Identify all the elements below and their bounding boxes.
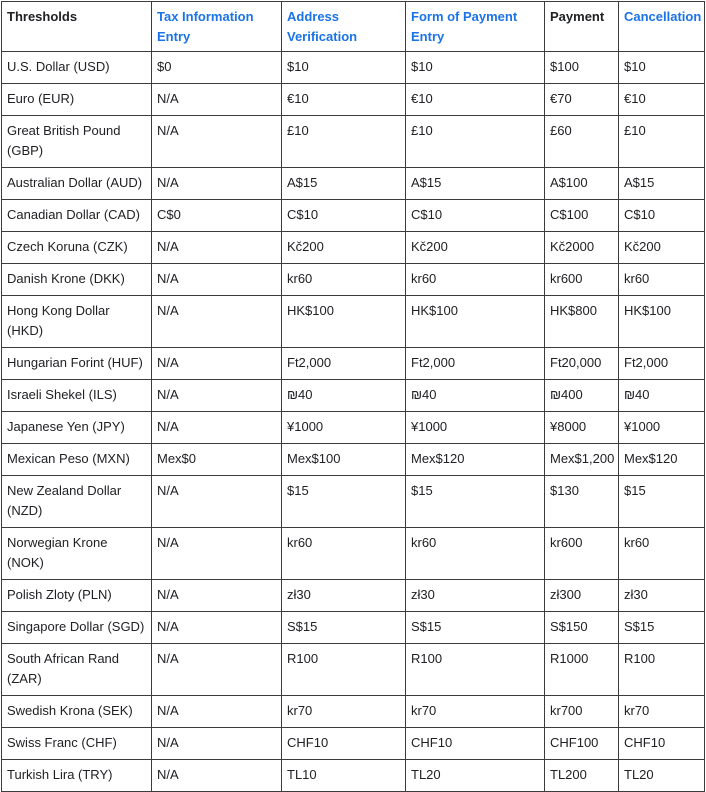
cell-form-of-payment-entry: C$10 bbox=[406, 200, 545, 232]
cell-tax-information-entry: N/A bbox=[152, 84, 282, 116]
cell-cancellation: ₪40 bbox=[619, 380, 705, 412]
cell-cancellation: kr60 bbox=[619, 528, 705, 580]
cell-address-verification: Ft2,000 bbox=[282, 348, 406, 380]
cell-cancellation: HK$100 bbox=[619, 296, 705, 348]
cell-form-of-payment-entry: kr70 bbox=[406, 696, 545, 728]
cell-payment: Mex$1,200 bbox=[545, 444, 619, 476]
cell-cancellation: Kč200 bbox=[619, 232, 705, 264]
cell-tax-information-entry: N/A bbox=[152, 116, 282, 168]
cell-address-verification: CHF10 bbox=[282, 728, 406, 760]
cell-cancellation: C$10 bbox=[619, 200, 705, 232]
cell-address-verification: HK$100 bbox=[282, 296, 406, 348]
table-row bbox=[2, 760, 705, 792]
cell-cancellation: A$15 bbox=[619, 168, 705, 200]
cell-payment: kr600 bbox=[545, 528, 619, 580]
cell-form-of-payment-entry: A$15 bbox=[406, 168, 545, 200]
cell-form-of-payment-entry: Ft2,000 bbox=[406, 348, 545, 380]
cell-address-verification: kr60 bbox=[282, 264, 406, 296]
cell-cancellation: TL20 bbox=[619, 760, 705, 792]
cell-form-of-payment-entry: R100 bbox=[406, 644, 545, 696]
cell-payment: ¥8000 bbox=[545, 412, 619, 444]
cell-currency: Polish Zloty (PLN) bbox=[2, 580, 152, 612]
cell-currency: New Zealand Dollar (NZD) bbox=[2, 476, 152, 528]
cell-form-of-payment-entry: $15 bbox=[406, 476, 545, 528]
cell-address-verification: kr60 bbox=[282, 528, 406, 580]
address-verification-link[interactable]: Address Verification bbox=[287, 9, 358, 44]
cell-address-verification: £10 bbox=[282, 116, 406, 168]
cell-cancellation: ¥1000 bbox=[619, 412, 705, 444]
cell-payment: CHF100 bbox=[545, 728, 619, 760]
cell-currency: Czech Koruna (CZK) bbox=[2, 232, 152, 264]
cell-currency: Canadian Dollar (CAD) bbox=[2, 200, 152, 232]
cell-tax-information-entry: N/A bbox=[152, 412, 282, 444]
cell-currency: Singapore Dollar (SGD) bbox=[2, 612, 152, 644]
table-row bbox=[2, 348, 705, 380]
cell-form-of-payment-entry: CHF10 bbox=[406, 728, 545, 760]
cell-address-verification: zł30 bbox=[282, 580, 406, 612]
cell-tax-information-entry: N/A bbox=[152, 728, 282, 760]
cell-form-of-payment-entry: £10 bbox=[406, 116, 545, 168]
cell-form-of-payment-entry: Mex$120 bbox=[406, 444, 545, 476]
cell-tax-information-entry: N/A bbox=[152, 696, 282, 728]
header-payment-label: Payment bbox=[550, 9, 605, 24]
cell-payment: kr700 bbox=[545, 696, 619, 728]
cell-currency: Turkish Lira (TRY) bbox=[2, 760, 152, 792]
cell-address-verification: €10 bbox=[282, 84, 406, 116]
header-thresholds bbox=[2, 2, 152, 52]
cell-payment: $100 bbox=[545, 52, 619, 84]
cell-form-of-payment-entry: TL20 bbox=[406, 760, 545, 792]
cell-cancellation: €10 bbox=[619, 84, 705, 116]
cell-address-verification: TL10 bbox=[282, 760, 406, 792]
cell-address-verification: R100 bbox=[282, 644, 406, 696]
table-row bbox=[2, 232, 705, 264]
cell-cancellation: Mex$120 bbox=[619, 444, 705, 476]
cell-tax-information-entry: N/A bbox=[152, 644, 282, 696]
cell-address-verification: Kč200 bbox=[282, 232, 406, 264]
cell-payment: Ft20,000 bbox=[545, 348, 619, 380]
header-payment bbox=[545, 2, 619, 52]
cell-tax-information-entry: N/A bbox=[152, 264, 282, 296]
table-row bbox=[2, 580, 705, 612]
cell-currency: Australian Dollar (AUD) bbox=[2, 168, 152, 200]
cell-currency: Japanese Yen (JPY) bbox=[2, 412, 152, 444]
cell-cancellation: R100 bbox=[619, 644, 705, 696]
cell-cancellation: zł30 bbox=[619, 580, 705, 612]
table-body bbox=[2, 52, 705, 792]
table-row bbox=[2, 728, 705, 760]
cell-payment: £60 bbox=[545, 116, 619, 168]
header-row bbox=[2, 2, 705, 52]
header-form-of-payment-entry bbox=[406, 2, 545, 52]
cell-address-verification: ¥1000 bbox=[282, 412, 406, 444]
cell-currency: Norwegian Krone (NOK) bbox=[2, 528, 152, 580]
cell-tax-information-entry: N/A bbox=[152, 168, 282, 200]
cell-address-verification: $15 bbox=[282, 476, 406, 528]
table-row bbox=[2, 696, 705, 728]
cell-form-of-payment-entry: ₪40 bbox=[406, 380, 545, 412]
cell-payment: S$150 bbox=[545, 612, 619, 644]
cell-currency: U.S. Dollar (USD) bbox=[2, 52, 152, 84]
header-thresholds-label: Thresholds bbox=[7, 9, 78, 24]
table-row bbox=[2, 412, 705, 444]
cell-tax-information-entry: N/A bbox=[152, 380, 282, 412]
table-row bbox=[2, 264, 705, 296]
cell-form-of-payment-entry: zł30 bbox=[406, 580, 545, 612]
table-row bbox=[2, 116, 705, 168]
cell-form-of-payment-entry: kr60 bbox=[406, 528, 545, 580]
cell-form-of-payment-entry: ¥1000 bbox=[406, 412, 545, 444]
cell-tax-information-entry: N/A bbox=[152, 580, 282, 612]
table-row bbox=[2, 644, 705, 696]
table-row bbox=[2, 52, 705, 84]
cell-currency: Euro (EUR) bbox=[2, 84, 152, 116]
table-row bbox=[2, 168, 705, 200]
cell-cancellation: Ft2,000 bbox=[619, 348, 705, 380]
cell-address-verification: ₪40 bbox=[282, 380, 406, 412]
cell-cancellation: kr60 bbox=[619, 264, 705, 296]
cell-currency: Swedish Krona (SEK) bbox=[2, 696, 152, 728]
header-cancellation bbox=[619, 2, 705, 52]
cell-currency: Hungarian Forint (HUF) bbox=[2, 348, 152, 380]
cell-form-of-payment-entry: HK$100 bbox=[406, 296, 545, 348]
cell-currency: Israeli Shekel (ILS) bbox=[2, 380, 152, 412]
cell-tax-information-entry: N/A bbox=[152, 528, 282, 580]
cell-form-of-payment-entry: €10 bbox=[406, 84, 545, 116]
header-tax-information-entry bbox=[152, 2, 282, 52]
cell-address-verification: $10 bbox=[282, 52, 406, 84]
cell-cancellation: £10 bbox=[619, 116, 705, 168]
cell-tax-information-entry: N/A bbox=[152, 612, 282, 644]
table-row bbox=[2, 84, 705, 116]
table-row bbox=[2, 296, 705, 348]
cell-currency: Danish Krone (DKK) bbox=[2, 264, 152, 296]
cell-tax-information-entry: $0 bbox=[152, 52, 282, 84]
table-row bbox=[2, 476, 705, 528]
cell-payment: C$100 bbox=[545, 200, 619, 232]
cell-address-verification: Mex$100 bbox=[282, 444, 406, 476]
cell-payment: R1000 bbox=[545, 644, 619, 696]
form-of-payment-entry-link[interactable]: Form of Payment Entry bbox=[411, 9, 518, 44]
cell-address-verification: kr70 bbox=[282, 696, 406, 728]
cell-payment: TL200 bbox=[545, 760, 619, 792]
cell-tax-information-entry: C$0 bbox=[152, 200, 282, 232]
tax-information-entry-link[interactable]: Tax Information Entry bbox=[157, 9, 254, 44]
table-row bbox=[2, 200, 705, 232]
cell-tax-information-entry: Mex$0 bbox=[152, 444, 282, 476]
table-row bbox=[2, 612, 705, 644]
cell-form-of-payment-entry: Kč200 bbox=[406, 232, 545, 264]
cell-payment: Kč2000 bbox=[545, 232, 619, 264]
table-row bbox=[2, 444, 705, 476]
cell-tax-information-entry: N/A bbox=[152, 348, 282, 380]
cell-payment: kr600 bbox=[545, 264, 619, 296]
header-address-verification bbox=[282, 2, 406, 52]
thresholds-table bbox=[1, 1, 705, 792]
cell-currency: Mexican Peso (MXN) bbox=[2, 444, 152, 476]
cell-currency: Swiss Franc (CHF) bbox=[2, 728, 152, 760]
cell-currency: South African Rand (ZAR) bbox=[2, 644, 152, 696]
cell-cancellation: kr70 bbox=[619, 696, 705, 728]
cell-form-of-payment-entry: S$15 bbox=[406, 612, 545, 644]
cell-cancellation: S$15 bbox=[619, 612, 705, 644]
cell-address-verification: S$15 bbox=[282, 612, 406, 644]
cell-payment: A$100 bbox=[545, 168, 619, 200]
cell-tax-information-entry: N/A bbox=[152, 760, 282, 792]
cell-currency: Great British Pound (GBP) bbox=[2, 116, 152, 168]
cell-cancellation: $15 bbox=[619, 476, 705, 528]
cancellation-link[interactable]: Cancellation bbox=[624, 9, 702, 24]
cell-payment: €70 bbox=[545, 84, 619, 116]
cell-cancellation: $10 bbox=[619, 52, 705, 84]
cell-currency: Hong Kong Dollar (HKD) bbox=[2, 296, 152, 348]
cell-payment: ₪400 bbox=[545, 380, 619, 412]
cell-tax-information-entry: N/A bbox=[152, 232, 282, 264]
cell-address-verification: A$15 bbox=[282, 168, 406, 200]
table-row bbox=[2, 380, 705, 412]
cell-cancellation: CHF10 bbox=[619, 728, 705, 760]
cell-form-of-payment-entry: kr60 bbox=[406, 264, 545, 296]
cell-tax-information-entry: N/A bbox=[152, 476, 282, 528]
cell-payment: zł300 bbox=[545, 580, 619, 612]
cell-payment: $130 bbox=[545, 476, 619, 528]
cell-tax-information-entry: N/A bbox=[152, 296, 282, 348]
table-row bbox=[2, 528, 705, 580]
cell-payment: HK$800 bbox=[545, 296, 619, 348]
cell-form-of-payment-entry: $10 bbox=[406, 52, 545, 84]
cell-address-verification: C$10 bbox=[282, 200, 406, 232]
